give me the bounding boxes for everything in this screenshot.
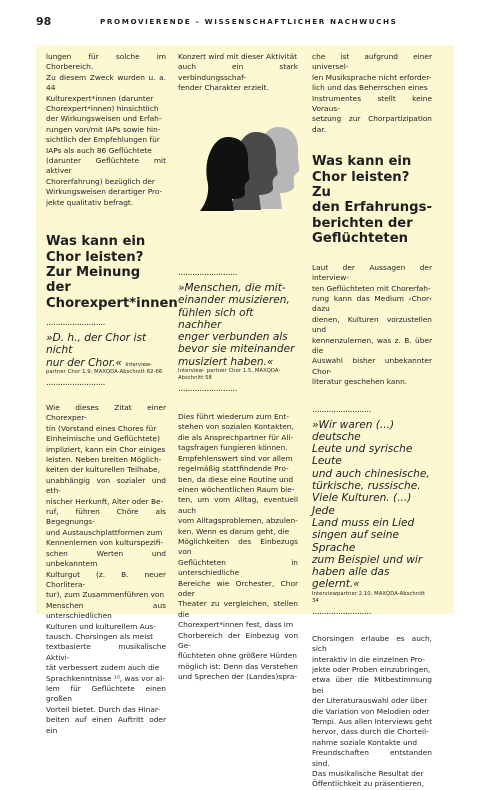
text-line: möglich ist: Denn das Verstehen — [178, 661, 298, 671]
quote-divider-bottom-right: ......................... — [312, 608, 372, 615]
text-line: Wirkungsweisen derartiger Pro- — [46, 187, 163, 197]
text-line: etwa über die Mitbestimmung bei — [312, 675, 432, 695]
text-line: jekte qualitativ befragt. — [46, 197, 134, 207]
text-line: fühlen sich oft nachher — [178, 306, 254, 331]
pull-quote-musizieren — [178, 282, 298, 382]
quote-line: nur der Chor.« — [46, 356, 122, 369]
text-line: textbasierte musikalische Aktivi- — [46, 642, 166, 662]
silhouettes-icon — [198, 123, 302, 211]
text-line: fender Charakter erzielt. — [178, 83, 269, 93]
text-line: impliziert, kann ein Chor einiges — [46, 444, 166, 454]
text-line: Kulturexpert*innen (darunter — [46, 93, 154, 103]
text-line: Chorerfahrung) bezüglich der — [46, 176, 155, 186]
text-line: und Austauschplattformen zum — [46, 527, 163, 537]
text-line: interaktiv in die einzelnen Pro- — [312, 654, 425, 664]
heading-chorexperts — [46, 234, 178, 311]
text-line: Wie dieses Zitat einer Chorexper- — [46, 403, 166, 423]
text-line: jekte oder Proben einzubringen, — [312, 664, 431, 674]
text-line: musiziert haben.« — [178, 355, 274, 368]
text-line: Kennenlernen von kulturspezifi- — [46, 538, 164, 548]
text-line: beiten auf einen Auftritt oder ein — [46, 715, 166, 735]
text-line: Vorteil bietet. Durch das Hinar- — [46, 704, 161, 714]
text-line: Menschen aus unterschiedlichen — [46, 600, 166, 621]
page-header — [36, 13, 450, 33]
text-line: lich und das Beherrschen eines — [312, 83, 428, 93]
text-line: dienen, Kulturen vorzustellen und — [312, 314, 432, 335]
text-line: der Literaturauswahl oder über — [312, 696, 428, 706]
text-line: ben, da diese eine Routine und — [178, 474, 294, 484]
text-line: ken. Wenn es darum geht, die — [178, 526, 290, 536]
column-middle — [178, 52, 298, 94]
text-line: bevor sie miteinander — [178, 343, 295, 356]
text-line: haben alle das gelernt.« — [312, 566, 390, 591]
text-line: Instrumentes stellt keine Voraus- — [312, 93, 432, 114]
text-line: Chor leisten? — [46, 249, 144, 265]
text-line: Chorbereich der Einbezug von Ge- — [178, 630, 298, 651]
text-line: Laut der Aussagen der interview- — [312, 262, 432, 283]
text-line: tät verbessert zudem auch die — [46, 663, 160, 673]
text-line: Viele Kulturen. (...) Jede — [312, 492, 412, 517]
text-line: einander musizieren, — [178, 294, 290, 307]
text-line: und Sprechen der (Landes)spra- — [178, 672, 298, 682]
text-line: Auswahl bisher unbekannter Chor- — [312, 356, 432, 376]
heading-refugees — [312, 154, 432, 246]
text-line: che ist aufgrund einer universel- — [312, 52, 432, 72]
text-line: »Menschen, die mit- — [178, 282, 286, 294]
text-line: len Musiksprache nicht erforder- — [312, 72, 432, 82]
text-line: Was kann ein — [312, 154, 412, 170]
text-line: ten, um vom Alltag, eventuell auch — [178, 495, 298, 515]
text-line: Das musikalische Resultat der — [312, 769, 424, 778]
body-paragraph-right-lower — [312, 634, 432, 790]
text-line: hervor, dass durch die Chorteil- — [312, 727, 429, 737]
text-line: lem für Geflüchtete einen großen — [46, 683, 166, 704]
column-left — [46, 52, 178, 736]
text-line: der Wirkungsweisen und Erfah- — [46, 114, 162, 124]
text-line: auch ein stark verbindungsschaf- — [178, 62, 298, 82]
quote-line: »D. h., der Chor ist nicht — [46, 332, 147, 357]
text-line: Möglichkeiten des Einbezugs von — [178, 536, 298, 557]
text-line: rungen von/mit IAPs sowie hin- — [46, 124, 161, 134]
text-line: Bereiche wie Orchester, Chor oder — [178, 578, 298, 598]
text-line: Tempi. Aus allen Interviews geht — [312, 716, 432, 726]
quote-source: Interviewpartner 2.10, MAXQDA-Abschnitt 34 — [312, 590, 426, 604]
text-line: Theater zu vergleichen, stellen die — [178, 599, 298, 619]
text-line: Chorsingen erlaube es auch, sich — [312, 633, 432, 654]
quote-divider-top-right: ......................... — [312, 406, 372, 413]
quote-source: partner Chor 1.9, MAXQDA-Abschnitt 62-66 — [46, 369, 163, 376]
body-paragraph-left — [46, 403, 166, 736]
text-line: ten Geflüchteten mit Chorerfah- — [312, 283, 431, 293]
text-line: nischer Herkunft, Alter oder Be- — [46, 496, 164, 506]
text-line: nahme soziale Kontakte und — [312, 737, 418, 747]
text-line: Freundschaften entstanden sind. — [312, 748, 432, 768]
text-line: sichtlich der Empfehlungen für — [46, 135, 160, 145]
text-line: literatur geschehen kann. — [312, 377, 408, 387]
pull-quote-expert — [46, 332, 166, 376]
text-line: Land muss ein Lied — [312, 516, 415, 529]
text-line: regelmäßig stattfindende Pro- — [178, 464, 289, 474]
text-line: setzung zur Chorpartizipation dar. — [312, 114, 432, 134]
quote-divider-bottom: ......................... — [46, 380, 106, 387]
text-line: enger verbunden als — [178, 331, 288, 344]
choir-silhouettes-illustration — [198, 123, 302, 211]
text-line: singen auf seine Sprache — [312, 529, 400, 554]
text-line: die Variation von Melodien oder — [312, 706, 430, 716]
page-number: 98 — [36, 15, 52, 28]
text-line: Kulturen und kulturellem Aus- — [46, 621, 156, 631]
quote-divider-bottom-middle: ......................... — [178, 386, 238, 393]
text-line: Chorexpert*innen) hinsichtlich — [46, 104, 159, 114]
text-line: Was kann ein — [46, 234, 146, 250]
text-line: tausch. Chorsingen als meist — [46, 631, 154, 641]
quote-source — [178, 368, 298, 382]
quote-source-line: partner Chor 1.5, MAXQDA-Abschnitt 58 — [178, 368, 281, 382]
body-paragraph-right — [312, 263, 432, 388]
text-line: Empfehlenswert sind vor allem — [178, 453, 293, 463]
text-line: stehen von sozialen Kontakten, — [178, 422, 294, 432]
text-line: türkische, russische. — [312, 480, 421, 493]
text-line: lungen für solche im Chorbereich. — [46, 52, 166, 72]
text-line: tagsfragen fungieren können. — [178, 443, 288, 453]
text-line: berichten der — [312, 215, 413, 231]
text-line: vom Alltagsproblemen, abzulen- — [178, 516, 298, 526]
intro-paragraph-right — [312, 52, 432, 135]
running-title: PROMOVIERENDE – WISSENSCHAFTLICHER NACHWUCHS — [100, 17, 398, 26]
text-line: und auch chinesische, — [312, 467, 430, 480]
text-line: Chor leisten? Zu — [312, 169, 410, 201]
quote-divider-top-middle: ......................... — [178, 270, 238, 276]
quote-source-inline: Interview- — [178, 368, 205, 375]
quote-source-inline: Interview- — [125, 361, 153, 368]
text-line: kennenzulernen, was z. B. über die — [312, 335, 432, 355]
text-line: schen Werten und unbekanntem — [46, 548, 166, 569]
intro-paragraph-middle — [178, 52, 298, 94]
text-line: flüchteten ohne größere Hürden — [178, 651, 297, 661]
body-paragraph-middle — [178, 412, 298, 683]
text-line: Sprachkenntnisse ¹⁰, was vor al- — [46, 673, 165, 683]
text-line: tin (Vorstand eines Chores für — [46, 423, 157, 433]
text-line: leisten. Neben breiten Möglich- — [46, 455, 162, 465]
text-line: Geflüchteten in unterschiedliche — [178, 557, 298, 578]
quote-divider-top: ......................... — [46, 320, 106, 327]
quote-lines — [312, 419, 432, 591]
text-line: Chorexpert*innen fest, dass im — [178, 620, 294, 630]
text-line: Zu diesem Zweck wurden u. a. 44 — [46, 72, 166, 93]
text-line: (darunter Geflüchtete mit aktiver — [46, 156, 166, 176]
text-line: Leute und syrische Leute — [312, 443, 413, 468]
text-line: keiten der kulturellen Teilhabe, — [46, 465, 160, 475]
text-line: tur), zum Zusammenführen von — [46, 590, 165, 600]
text-line: ruf, führen Chöre als Begegnungs- — [46, 507, 166, 527]
text-line: Dies führt wiederum zum Ent- — [178, 412, 289, 422]
text-line: Konzert wird mit dieser Aktivität — [178, 52, 298, 61]
intro-paragraph — [46, 52, 166, 208]
quote-lines — [178, 282, 298, 368]
text-line: Einheimische und Geflüchtete) — [46, 434, 160, 444]
text-line: einen wöchentlichen Raum bie- — [178, 484, 295, 494]
text-line: Chorexpert*innen — [46, 295, 178, 311]
text-line: zum Beispiel und wir — [312, 553, 423, 566]
column-middle-lower — [178, 270, 298, 683]
column-right — [312, 52, 432, 790]
text-line: IAPs als auch 86 Geflüchtete — [46, 145, 152, 155]
text-line: den Erfahrungs- — [312, 200, 432, 216]
text-line: Kulturgut (z. B. neuer Chorlitera- — [46, 569, 166, 589]
text-line: Öffentlichkeit zu präsentieren, — [312, 779, 424, 789]
text-line: unabhängig von sozialer und eth- — [46, 475, 166, 496]
text-line: »Wir waren (...) deutsche — [312, 418, 395, 443]
text-line: rung kann das Medium ›Chor‹ dazu — [312, 293, 432, 314]
pull-quote-cultures — [312, 419, 432, 605]
text-line: die als Ansprechpartner für All- — [178, 432, 294, 442]
text-line: Geflüchteten — [312, 231, 409, 247]
text-line: Zur Meinung der — [46, 264, 141, 296]
